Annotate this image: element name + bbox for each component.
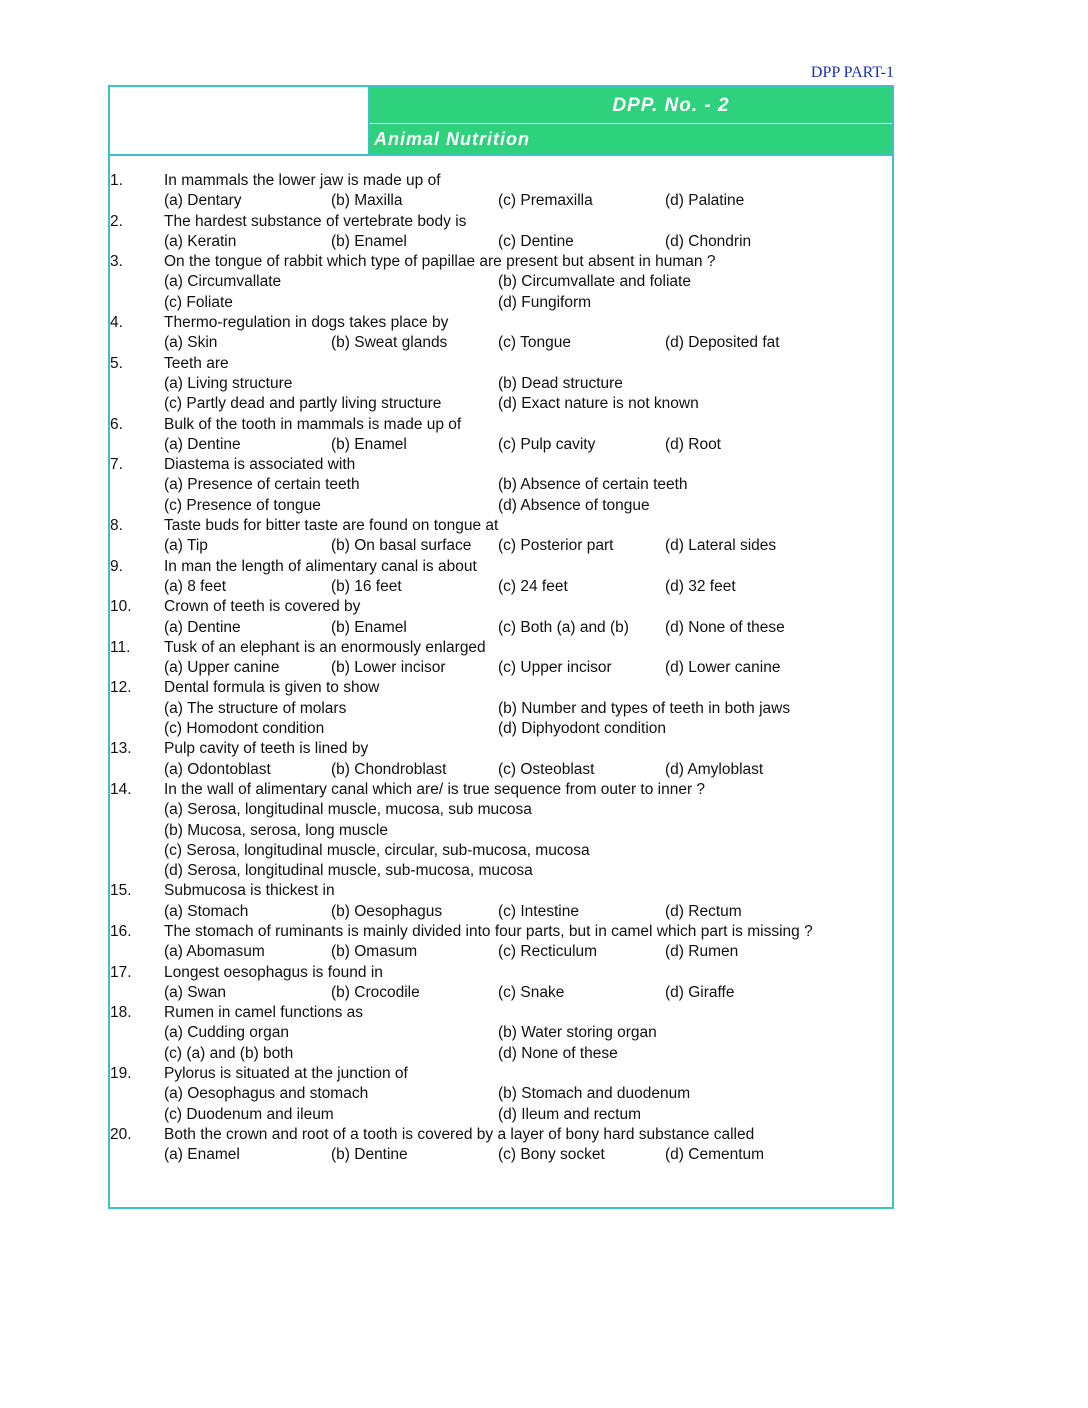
question-9 — [110, 557, 892, 598]
option-d: (d) None of these — [498, 1044, 618, 1062]
option-c: (c) Tongue — [498, 334, 571, 352]
question-stem-row — [110, 171, 892, 191]
option-c: (c) Partly dead and partly living structure — [164, 395, 442, 413]
option-row — [110, 719, 892, 739]
option-row — [110, 1084, 892, 1104]
question-stem-row — [110, 354, 892, 374]
option-d: (d) Deposited fat — [665, 334, 780, 352]
question-2 — [110, 212, 892, 253]
question-stem-row — [110, 455, 892, 475]
option-c: (c) Upper incisor — [498, 659, 612, 677]
question-8 — [110, 516, 892, 557]
option-a: (a) Enamel — [164, 1146, 240, 1164]
option-c: (c) Snake — [498, 983, 565, 1001]
question-17 — [110, 963, 892, 1004]
option-row — [110, 1023, 892, 1043]
question-stem-row — [110, 313, 892, 333]
option-row — [110, 293, 892, 313]
option-c: (c) Premaxilla — [498, 192, 593, 210]
question-stem-row — [110, 678, 892, 698]
question-number: 11. — [110, 638, 131, 656]
option-row — [110, 191, 892, 211]
question-number: 10. — [110, 598, 132, 616]
option-a: (a) Odontoblast — [164, 760, 271, 778]
option-a: (a) Tip — [164, 537, 208, 555]
question-number: 12. — [110, 679, 132, 697]
question-text: Dental formula is given to show — [164, 679, 380, 697]
option-row — [110, 374, 892, 394]
option-row — [110, 902, 892, 922]
question-text: On the tongue of rabbit which type of papillae are present but absent in human ? — [164, 253, 716, 271]
question-text: Pulp cavity of teeth is lined by — [164, 740, 369, 758]
question-number: 20. — [110, 1125, 132, 1143]
question-stem-row — [110, 963, 892, 983]
question-20 — [110, 1125, 892, 1166]
question-text: The hardest substance of vertebrate body is — [164, 212, 467, 230]
question-stem-row — [110, 1125, 892, 1145]
option-b: (b) Chondroblast — [331, 760, 447, 778]
option-d: (d) Absence of tongue — [498, 496, 650, 514]
option-row — [110, 475, 892, 495]
option-c: (c) Serosa, longitudinal muscle, circular, sub-mucosa, mucosa — [164, 841, 590, 859]
question-number: 16. — [110, 922, 132, 940]
part-label: DPP PART-1 — [810, 64, 894, 81]
option-b: (b) Mucosa, serosa, long muscle — [164, 821, 388, 839]
option-row — [110, 983, 892, 1003]
question-text: Teeth are — [164, 354, 229, 372]
question-10 — [110, 597, 892, 638]
option-a: (a) Presence of certain teeth — [164, 476, 360, 494]
question-number: 2. — [110, 212, 123, 230]
option-b: (b) On basal surface — [331, 537, 472, 555]
option-c: (c) Homodont condition — [164, 720, 325, 738]
question-stem-row — [110, 922, 892, 942]
question-text: Longest oesophagus is found in — [164, 963, 383, 981]
option-c: (c) (a) and (b) both — [164, 1044, 294, 1062]
option-c: (c) Pulp cavity — [498, 435, 596, 453]
option-d: (d) Rumen — [665, 943, 739, 961]
question-stem-row — [110, 516, 892, 536]
topic-title: Animal Nutrition — [370, 124, 892, 156]
question-number: 3. — [110, 253, 123, 271]
question-11 — [110, 638, 892, 679]
question-stem-row — [110, 881, 892, 901]
question-stem-row — [110, 212, 892, 232]
option-b: (b) Water storing organ — [498, 1024, 657, 1042]
option-b: (b) Circumvallate and foliate — [498, 273, 691, 291]
question-number: 4. — [110, 314, 123, 332]
option-c: (c) Posterior part — [498, 537, 614, 555]
option-d: (d) None of these — [665, 618, 785, 636]
option-b: (b) Stomach and duodenum — [498, 1085, 691, 1103]
question-number: 5. — [110, 354, 123, 372]
option-c: (c) Dentine — [498, 232, 574, 250]
question-text: Pylorus is situated at the junction of — [164, 1065, 408, 1083]
option-row — [110, 232, 892, 252]
question-13 — [110, 739, 892, 780]
option-c: (c) Both (a) and (b) — [498, 618, 629, 636]
option-a: (a) Upper canine — [164, 659, 280, 677]
option-row — [110, 272, 892, 292]
option-d: (d) Serosa, longitudinal muscle, sub-mucosa, mucosa — [164, 862, 533, 880]
option-c: (c) Duodenum and ileum — [164, 1105, 334, 1123]
option-c: (c) Recticulum — [498, 943, 598, 961]
question-number: 7. — [110, 456, 123, 474]
option-row — [110, 942, 892, 962]
option-b: (b) Enamel — [331, 618, 407, 636]
option-row — [110, 618, 892, 638]
question-6 — [110, 415, 892, 456]
option-row — [110, 760, 892, 780]
question-stem-row — [110, 557, 892, 577]
question-19 — [110, 1064, 892, 1125]
question-text: Crown of teeth is covered by — [164, 598, 361, 616]
option-a: (a) Living structure — [164, 374, 293, 392]
option-b: (b) Omasum — [331, 943, 418, 961]
question-1 — [110, 171, 892, 212]
question-4 — [110, 313, 892, 354]
option-row — [110, 496, 892, 516]
question-text: Both the crown and root of a tooth is covered by a layer of bony hard substance called — [164, 1125, 755, 1143]
option-d: (d) Cementum — [665, 1146, 765, 1164]
option-c: (c) Osteoblast — [498, 760, 595, 778]
question-text: Thermo-regulation in dogs takes place by — [164, 314, 449, 332]
question-stem-row — [110, 1003, 892, 1023]
option-row — [110, 800, 892, 820]
option-a: (a) Skin — [164, 334, 218, 352]
question-stem-row — [110, 638, 892, 658]
option-a: (a) Cudding organ — [164, 1024, 289, 1042]
question-3 — [110, 252, 892, 313]
option-a: (a) The structure of molars — [164, 699, 347, 717]
option-row — [110, 536, 892, 556]
dpp-number: DPP. No. - 2 — [370, 87, 892, 124]
option-d: (d) Root — [665, 435, 721, 453]
option-row — [110, 861, 892, 881]
option-c: (c) Intestine — [498, 902, 579, 920]
option-d: (d) Giraffe — [665, 983, 735, 1001]
option-d: (d) Rectum — [665, 902, 742, 920]
option-b: (b) Enamel — [331, 435, 407, 453]
question-list — [110, 171, 892, 1166]
question-5 — [110, 354, 892, 415]
option-b: (b) Crocodile — [331, 983, 420, 1001]
question-number: 17. — [110, 963, 132, 981]
option-b: (b) Maxilla — [331, 192, 403, 210]
option-c: (c) Bony socket — [498, 1146, 605, 1164]
question-number: 14. — [110, 780, 132, 798]
option-a: (a) Keratin — [164, 232, 237, 250]
question-stem-row — [110, 597, 892, 617]
question-18 — [110, 1003, 892, 1064]
option-b: (b) Lower incisor — [331, 659, 446, 677]
question-text: In man the length of alimentary canal is about — [164, 557, 477, 575]
option-row — [110, 699, 892, 719]
option-d: (d) Palatine — [665, 192, 745, 210]
option-b: (b) Dead structure — [498, 374, 623, 392]
option-a: (a) Abomasum — [164, 943, 265, 961]
option-row — [110, 394, 892, 414]
option-b: (b) Absence of certain teeth — [498, 476, 688, 494]
option-c: (c) 24 feet — [498, 577, 568, 595]
option-b: (b) 16 feet — [331, 577, 402, 595]
option-row — [110, 1145, 892, 1165]
question-text: Taste buds for bitter taste are found on tongue at — [164, 517, 499, 535]
option-d: (d) Chondrin — [665, 232, 752, 250]
question-number: 15. — [110, 882, 132, 900]
option-d: (d) Exact nature is not known — [498, 395, 699, 413]
option-b: (b) Sweat glands — [331, 334, 448, 352]
option-d: (d) Lateral sides — [665, 537, 777, 555]
question-number: 19. — [110, 1065, 132, 1083]
option-a: (a) Stomach — [164, 902, 249, 920]
question-text: Diastema is associated with — [164, 456, 356, 474]
question-text: Submucosa is thickest in — [164, 882, 335, 900]
option-d: (d) Diphyodont condition — [498, 720, 667, 738]
option-row — [110, 658, 892, 678]
option-c: (c) Presence of tongue — [164, 496, 321, 514]
option-a: (a) Serosa, longitudinal muscle, mucosa, sub mucosa — [164, 801, 532, 819]
option-d: (d) Lower canine — [665, 659, 781, 677]
option-c: (c) Foliate — [164, 293, 233, 311]
question-number: 8. — [110, 517, 123, 535]
option-a: (a) Dentine — [164, 435, 241, 453]
question-7 — [110, 455, 892, 516]
option-d: (d) Ileum and rectum — [498, 1105, 641, 1123]
option-b: (b) Enamel — [331, 232, 407, 250]
question-text: In mammals the lower jaw is made up of — [164, 172, 441, 189]
question-stem-row — [110, 1064, 892, 1084]
option-d: (d) Fungiform — [498, 293, 592, 311]
question-number: 6. — [110, 415, 123, 433]
header-blank-cell — [110, 87, 370, 156]
option-row — [110, 841, 892, 861]
question-16 — [110, 922, 892, 963]
question-15 — [110, 881, 892, 922]
question-12 — [110, 678, 892, 739]
question-stem-row — [110, 252, 892, 272]
option-b: (b) Oesophagus — [331, 902, 443, 920]
question-text: Rumen in camel functions as — [164, 1004, 364, 1022]
option-a: (a) Oesophagus and stomach — [164, 1085, 369, 1103]
question-text: Bulk of the tooth in mammals is made up of — [164, 415, 462, 433]
option-row — [110, 435, 892, 455]
question-text: The stomach of ruminants is mainly divided into four parts, but in camel which part is missing ? — [164, 922, 813, 940]
option-row — [110, 333, 892, 353]
question-stem-row — [110, 739, 892, 759]
question-number: 13. — [110, 740, 132, 758]
question-number: 9. — [110, 557, 123, 575]
question-text: Tusk of an elephant is an enormously enlarged — [164, 638, 486, 656]
option-a: (a) Circumvallate — [164, 273, 282, 291]
option-row — [110, 1105, 892, 1125]
option-a: (a) Dentine — [164, 618, 241, 636]
option-a: (a) Swan — [164, 983, 227, 1001]
option-b: (b) Dentine — [331, 1146, 408, 1164]
option-row — [110, 1044, 892, 1064]
option-row — [110, 821, 892, 841]
option-d: (d) 32 feet — [665, 577, 736, 595]
question-stem-row — [110, 780, 892, 800]
option-b: (b) Number and types of teeth in both jaws — [498, 699, 791, 717]
option-a: (a) Dentary — [164, 192, 242, 210]
worksheet-frame — [108, 85, 894, 1209]
question-stem-row — [110, 415, 892, 435]
question-number: 18. — [110, 1004, 132, 1022]
option-row — [110, 577, 892, 597]
question-14 — [110, 780, 892, 881]
question-number: 1. — [110, 172, 123, 189]
option-a: (a) 8 feet — [164, 577, 227, 595]
option-d: (d) Amyloblast — [665, 760, 764, 778]
question-text: In the wall of alimentary canal which are/ is true sequence from outer to inner ? — [164, 780, 706, 798]
